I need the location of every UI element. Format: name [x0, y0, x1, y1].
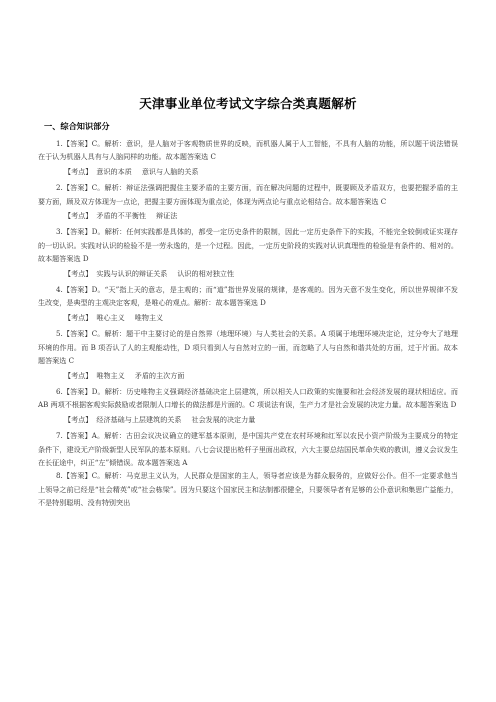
knowledge-point: 经济基础与上层建筑的关系	[96, 414, 182, 424]
knowledge-point-line	[64, 267, 458, 280]
answer-paragraph: 7.【答案】A。解析：古田会议决议确立的建军基本原则，是中国共产党在农村环境和红军以农民小资产阶级为主要成分的特定条件下，建设无产阶级新型人民军队的基本原则。八七会议提出枪杆子里面出政权，六大主要总结国民革命失败的教训，遵义会议发生在长征途中，纠正“左”倾错误。故本题答案选 A	[38, 431, 458, 467]
answer-item	[38, 137, 458, 178]
answer-paragraph: 2.【答案】C。解析：辩证法强调把握住主要矛盾的主要方面，而在解决问题的过程中，既要顾及矛盾双方，也要把握矛盾的主要方面，顾及双方体现为一点论，把握主要方面体现为重点论，体现为两点论与重点论相结合。故本题答案选 C	[38, 183, 458, 206]
answer-paragraph: 4.【答案】D。“天”指上天的意志，是主观的；而“道”指世界发展的规律，是客观的。因为天意不发生变化，所以世界规律不发生改变，是典型的主观决定客观，是唯心的观点。解析：故本题答案选 D	[38, 285, 458, 308]
answer-item	[38, 469, 458, 509]
answer-item	[38, 283, 458, 324]
answer-paragraph: 8.【答案】C。解析：马克思主义认为，人民群众是国家的主人，领导者应该是为群众服务的，应做好公仆。但不一定要求他当上领导之前已经是“社会精英”或“社会栋梁”。因为只要这个国家民主和法制都很健全，只要领导者有足够的公仆意识和集思广益能力，不是特别聪明、没有特别突出	[38, 471, 458, 508]
knowledge-point-label: 【考点】	[64, 370, 93, 380]
knowledge-point-label: 【考点】	[64, 312, 93, 322]
answer-list	[38, 137, 458, 510]
knowledge-point-label: 【考点】	[64, 414, 93, 424]
knowledge-point-line	[64, 413, 458, 426]
answer-item	[38, 327, 458, 382]
page-title: 天津事业单位考试文字综合类真题解析	[139, 96, 357, 111]
section-heading: 一、综合知识部分	[44, 121, 110, 131]
knowledge-point: 社会发展的决定力量	[191, 414, 256, 424]
knowledge-point-label: 【考点】	[64, 268, 93, 278]
answer-paragraph: 1.【答案】C。解析：意识，是人脑对于客观物质世界的反映，而机器人属于人工智能，不具有人脑的功能，所以题干说法错误在于认为机器人具有与人脑同样的功能。故本题答案选 C	[38, 139, 458, 162]
knowledge-point: 认识的相对独立性	[177, 268, 235, 278]
answer-paragraph: 3.【答案】D。解析：任何实践都是具体的，都受一定历史条件的限制，因此一定历史条件下的实践，不能完全较倒或证实现存的一切认识。实践对认识的检验不是一劳永逸的，是一个过程。因此，一定历史阶段的实践对认识真理性的检验是有条件的、相对的。故本题答案选 D	[38, 227, 458, 264]
knowledge-point-label: 【考点】	[64, 211, 93, 221]
knowledge-point-line	[64, 369, 458, 382]
answer-paragraph: 6.【答案】D。解析：历史唯物主义强调经济基础决定上层建筑，所以相关人口政策的实施要和社会经济发展的现状相适应。而 AB 两项不根据客观实际鼓励或者限制人口增长的做法都是片面的。C 项说法有误，生产力才是社会发展的决定力量。故本题答案选 D	[38, 386, 458, 410]
knowledge-point: 唯物主义	[96, 370, 125, 380]
knowledge-point: 意识与人脑的关系	[141, 166, 199, 176]
knowledge-point-line	[64, 311, 458, 324]
answer-item	[38, 225, 458, 280]
knowledge-point-line	[64, 209, 458, 222]
knowledge-point-line	[64, 165, 458, 178]
knowledge-point: 辩证法	[156, 211, 178, 221]
answer-item	[38, 429, 458, 469]
answer-item	[38, 385, 458, 426]
answer-paragraph: 5.【答案】C。解析：题干中主要讨论的是自然界（地理环境）与人类社会的关系。A 项属于地理环境决定论，过分夸大了地理环境的作用。而 B 项否认了人的主观能动性，D 项只看到人与自然对立的一面，而忽略了人与自然和谐共处的方面，过于片面。故本题答案选 C	[38, 329, 458, 366]
knowledge-point: 唯心主义	[96, 312, 125, 322]
knowledge-point: 实践与认识的辩证关系	[96, 268, 168, 278]
knowledge-point: 矛盾的不平衡性	[96, 211, 147, 221]
knowledge-point-label: 【考点】	[64, 166, 93, 176]
knowledge-point: 意识的本质	[96, 166, 132, 176]
knowledge-point: 唯物主义	[134, 312, 164, 322]
answer-item	[38, 181, 458, 222]
knowledge-point: 矛盾的主次方面	[134, 370, 185, 380]
